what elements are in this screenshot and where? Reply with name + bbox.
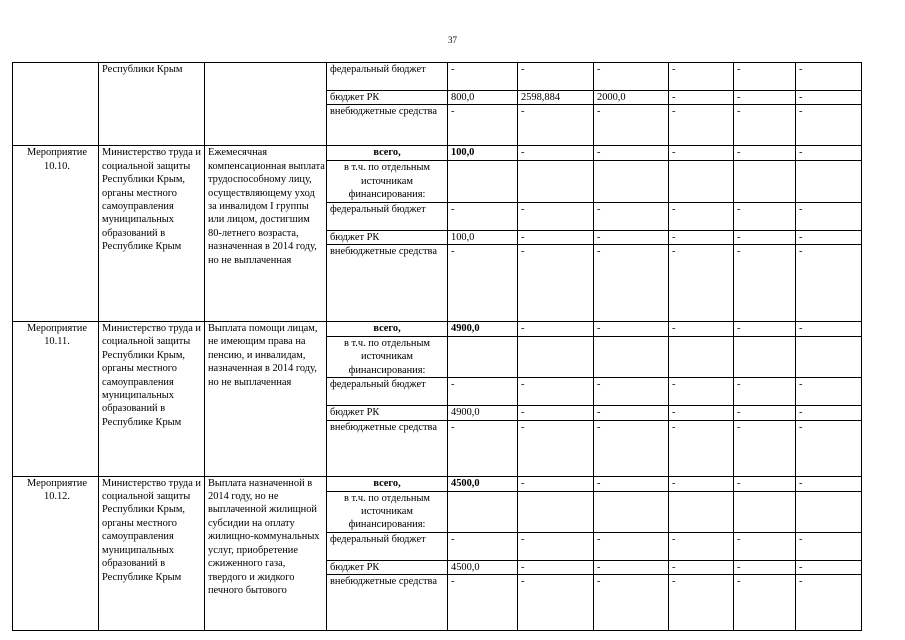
funding-source-cell: внебюджетные средства [327, 245, 448, 322]
value-cell: - [518, 420, 594, 476]
value-cell [796, 337, 862, 378]
event-cell [13, 63, 99, 146]
value-cell: - [734, 105, 796, 146]
value-cell: - [518, 105, 594, 146]
value-cell: - [594, 202, 669, 230]
value-cell: - [669, 560, 734, 574]
value-cell: - [594, 532, 669, 560]
executor-cell: Республики Крым [99, 63, 205, 146]
funding-source-cell: федеральный бюджет [327, 63, 448, 91]
value-cell: 100,0 [448, 230, 518, 244]
value-cell: - [518, 146, 594, 161]
value-cell: - [796, 406, 862, 420]
value-cell: - [734, 560, 796, 574]
value-cell: - [518, 378, 594, 406]
table-body [13, 63, 862, 631]
page-number: 37 [448, 35, 457, 45]
value-cell: - [669, 532, 734, 560]
funding-source-cell: федеральный бюджет [327, 378, 448, 406]
value-cell: - [594, 230, 669, 244]
value-cell: - [734, 245, 796, 322]
value-cell [734, 491, 796, 532]
value-cell [594, 337, 669, 378]
value-cell: - [796, 105, 862, 146]
funding-source-cell: бюджет РК [327, 406, 448, 420]
value-cell: - [448, 378, 518, 406]
value-cell: - [796, 146, 862, 161]
value-cell: - [594, 575, 669, 631]
value-cell: - [594, 560, 669, 574]
event-name-cell: Мероприятие 10.10. [13, 146, 99, 322]
value-cell: 100,0 [448, 146, 518, 161]
value-cell: - [594, 105, 669, 146]
value-cell: - [518, 230, 594, 244]
value-cell: - [796, 420, 862, 476]
value-cell [796, 491, 862, 532]
value-cell: - [669, 420, 734, 476]
funding-source-cell: бюджет РК [327, 560, 448, 574]
value-cell [448, 337, 518, 378]
value-cell: - [796, 476, 862, 491]
value-cell: - [796, 91, 862, 105]
value-cell: - [594, 476, 669, 491]
value-cell: - [518, 202, 594, 230]
value-cell [734, 337, 796, 378]
value-cell [518, 491, 594, 532]
value-cell: 2598,884 [518, 91, 594, 105]
value-cell: - [734, 63, 796, 91]
value-cell: - [518, 322, 594, 337]
value-cell [594, 161, 669, 202]
description-cell: Выплата помощи лицам, не имеющим права на пенсию, и инвалидам, назначенная в 2014 году, но не выплаченная [205, 322, 327, 477]
value-cell [669, 161, 734, 202]
value-cell [594, 491, 669, 532]
value-cell: - [518, 245, 594, 322]
value-cell: - [734, 420, 796, 476]
value-cell: - [734, 202, 796, 230]
value-cell: - [796, 322, 862, 337]
value-cell: - [796, 245, 862, 322]
value-cell: - [518, 476, 594, 491]
value-cell: - [669, 476, 734, 491]
executor-cell: Министерство труда и социальной защиты Республики Крым, органы местного самоуправления муниципальных образований в Республике Крым [99, 322, 205, 477]
value-cell: - [669, 202, 734, 230]
funding-source-cell: федеральный бюджет [327, 202, 448, 230]
value-cell: - [796, 230, 862, 244]
value-cell [518, 337, 594, 378]
funding-source-cell: федеральный бюджет [327, 532, 448, 560]
value-cell: - [796, 575, 862, 631]
event-total-row [13, 146, 862, 161]
value-cell: - [734, 532, 796, 560]
value-cell: - [448, 63, 518, 91]
executor-cell: Министерство труда и социальной защиты Республики Крым, органы местного самоуправления муниципальных образований в Республике Крым [99, 476, 205, 631]
value-cell: 800,0 [448, 91, 518, 105]
value-cell: 2000,0 [594, 91, 669, 105]
description-cell: Выплата назначенной в 2014 году, но не выплаченной жилищной субсидии на оплату жилищно-коммунальных услуг, приобретение сжиженного газа, твердого и жидкого печного бытового [205, 476, 327, 631]
value-cell: - [669, 378, 734, 406]
funding-source-cell: в т.ч. по отдельным источникам финансирования: [327, 161, 448, 202]
value-cell: - [669, 91, 734, 105]
value-cell: - [518, 575, 594, 631]
value-cell: - [734, 406, 796, 420]
executor-cell: Министерство труда и социальной защиты Республики Крым, органы местного самоуправления муниципальных образований в Республике Крым [99, 146, 205, 322]
value-cell: - [669, 105, 734, 146]
value-cell: - [518, 406, 594, 420]
funding-source-cell: бюджет РК [327, 91, 448, 105]
value-cell [448, 491, 518, 532]
value-cell: - [518, 63, 594, 91]
value-cell: - [734, 91, 796, 105]
funding-source-cell: всего, [327, 476, 448, 491]
value-cell: - [734, 378, 796, 406]
value-cell: - [594, 322, 669, 337]
value-cell: - [594, 63, 669, 91]
value-cell: - [594, 245, 669, 322]
value-cell: - [448, 245, 518, 322]
value-cell: - [594, 378, 669, 406]
value-cell: - [448, 575, 518, 631]
funding-source-cell: всего, [327, 322, 448, 337]
value-cell: - [594, 420, 669, 476]
value-cell: - [448, 202, 518, 230]
event-name-cell: Мероприятие 10.11. [13, 322, 99, 477]
value-cell: - [669, 63, 734, 91]
funding-source-cell: внебюджетные средства [327, 575, 448, 631]
value-cell: - [669, 406, 734, 420]
value-cell: - [796, 378, 862, 406]
value-cell: - [734, 230, 796, 244]
value-cell: - [669, 322, 734, 337]
value-cell: - [796, 560, 862, 574]
value-cell [669, 491, 734, 532]
value-cell [448, 161, 518, 202]
value-cell: - [594, 146, 669, 161]
value-cell: - [796, 63, 862, 91]
value-cell: - [796, 532, 862, 560]
value-cell: - [448, 105, 518, 146]
value-cell: 4900,0 [448, 322, 518, 337]
funding-source-cell: внебюджетные средства [327, 420, 448, 476]
funding-source-cell: бюджет РК [327, 230, 448, 244]
value-cell: - [594, 406, 669, 420]
description-cell [205, 63, 327, 146]
value-cell: - [796, 202, 862, 230]
funding-source-cell: в т.ч. по отдельным источникам финансирования: [327, 491, 448, 532]
value-cell: - [448, 420, 518, 476]
value-cell [669, 337, 734, 378]
value-cell: 4900,0 [448, 406, 518, 420]
value-cell: - [448, 532, 518, 560]
value-cell: - [669, 245, 734, 322]
event-name-cell: Мероприятие 10.12. [13, 476, 99, 631]
value-cell [796, 161, 862, 202]
value-cell: - [669, 146, 734, 161]
value-cell [518, 161, 594, 202]
value-cell: - [734, 146, 796, 161]
program-budget-table [12, 62, 862, 631]
value-cell [734, 161, 796, 202]
table-row [13, 63, 862, 91]
value-cell: 4500,0 [448, 560, 518, 574]
value-cell: - [518, 560, 594, 574]
value-cell: - [734, 322, 796, 337]
value-cell: - [734, 575, 796, 631]
value-cell: - [518, 532, 594, 560]
event-total-row [13, 322, 862, 337]
funding-source-cell: внебюджетные средства [327, 105, 448, 146]
description-cell: Ежемесячная компенсационная выплата трудоспособному лицу, осуществляющему уход за инвалидом I группы или лицом, достигшим 80-летнего возраста, назначенная в 2014 году, но не выплаченная [205, 146, 327, 322]
value-cell: 4500,0 [448, 476, 518, 491]
value-cell: - [734, 476, 796, 491]
value-cell: - [669, 575, 734, 631]
value-cell: - [669, 230, 734, 244]
event-total-row [13, 476, 862, 491]
funding-source-cell: в т.ч. по отдельным источникам финансирования: [327, 337, 448, 378]
funding-source-cell: всего, [327, 146, 448, 161]
